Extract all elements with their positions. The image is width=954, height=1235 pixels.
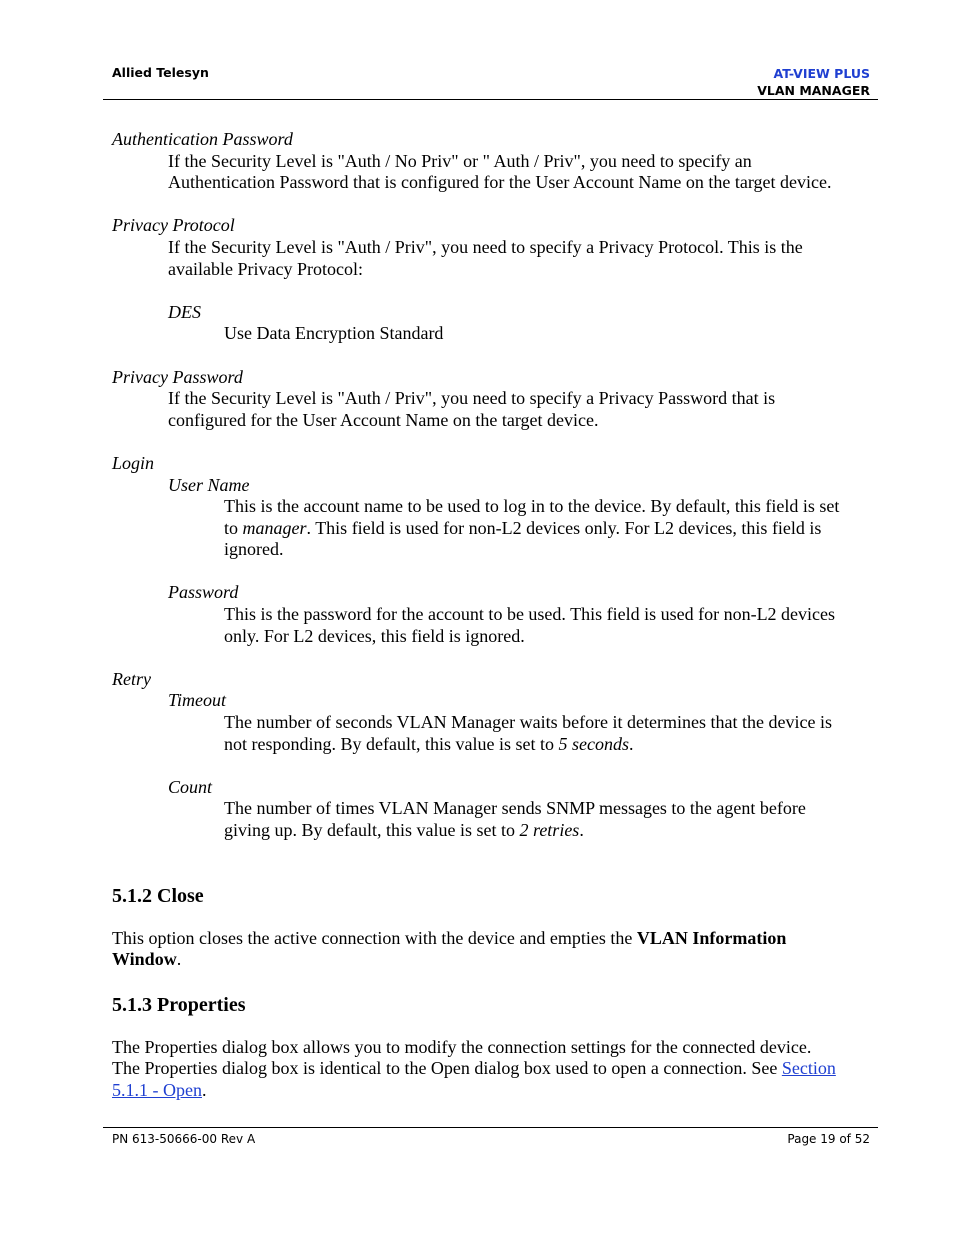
des-entry (112, 302, 872, 345)
properties-desc-line: The Properties dialog box is identical to the Open dialog box used to open a connection. See Section (112, 1058, 836, 1079)
des-desc: Use Data Encryption Standard (224, 323, 444, 344)
close-section-heading: 5.1.2 Close (112, 884, 204, 907)
login-term: Login (112, 452, 155, 473)
count-default-value: 2 retries (519, 820, 580, 840)
user-name-desc-line: This is the account name to be used to log in to the device. By default, this field is set (224, 496, 840, 517)
privacy-protocol-entry (112, 215, 872, 280)
company-name: Allied Telesyn (112, 65, 209, 80)
password-desc-line: only. For L2 devices, this field is ignored. (224, 625, 525, 646)
timeout-desc-line: The number of seconds VLAN Manager waits before it determines that the device is (224, 712, 832, 733)
properties-section-heading: 5.1.3 Properties (112, 993, 246, 1016)
des-term: DES (168, 301, 201, 322)
properties-desc-line: 5.1.1 - Open. (112, 1079, 207, 1100)
auth-password-desc-line: Authentication Password that is configured for the User Account Name on the target device. (168, 172, 832, 193)
privacy-protocol-desc-line: If the Security Level is "Auth / Priv", you need to specify a Privacy Protocol. This is the (168, 236, 803, 257)
privacy-password-entry (112, 367, 872, 432)
document-body (112, 129, 872, 1102)
page-number: Page 19 of 52 (787, 1132, 870, 1146)
retry-term: Retry (112, 668, 151, 689)
retry-entry (112, 669, 872, 842)
user-name-desc-line: to manager. This field is used for non-L2 devices only. For L2 devices, this field is (224, 517, 822, 538)
page-footer (103, 1127, 878, 1146)
count-term: Count (168, 776, 213, 797)
password-term: Password (168, 582, 239, 603)
user-name-term: User Name (168, 474, 250, 495)
user-name-desc-line: ignored. (224, 539, 284, 560)
privacy-password-desc-line: If the Security Level is "Auth / Priv", you need to specify a Privacy Password that is (168, 388, 776, 409)
close-desc-line: Window. (112, 949, 182, 970)
auth-password-desc-line: If the Security Level is "Auth / No Priv" or " Auth / Priv", you need to specify an (168, 150, 752, 171)
auth-password-entry (112, 129, 872, 194)
privacy-protocol-desc-line: available Privacy Protocol: (168, 258, 363, 279)
section-open-link[interactable]: Section (781, 1058, 836, 1079)
password-desc-line: This is the password for the account to be used. This field is used for non-L2 devices (224, 604, 836, 625)
privacy-password-desc-line: configured for the User Account Name on the target device. (168, 409, 599, 430)
close-desc-line: This option closes the active connection with the device and empties the VLAN Information (112, 927, 787, 948)
auth-password-term: Authentication Password (112, 129, 293, 149)
count-desc-line: The number of times VLAN Manager sends SNMP messages to the agent before (224, 798, 806, 819)
properties-section-body (112, 1037, 872, 1102)
header-right (757, 65, 870, 99)
privacy-protocol-term: Privacy Protocol (112, 215, 235, 236)
default-user-value: manager (242, 517, 307, 538)
close-section-body (112, 928, 872, 971)
part-number: PN 613-50666-00 Rev A (112, 1132, 256, 1146)
module-name: VLAN MANAGER (757, 83, 870, 98)
section-open-link-cont[interactable]: 5.1.1 - Open (112, 1079, 202, 1100)
timeout-desc-line: not responding. By default, this value is set to 5 seconds. (224, 733, 634, 754)
page-header (103, 0, 878, 100)
timeout-default-value: 5 seconds (558, 733, 629, 754)
count-desc-line: giving up. By default, this value is set to 2 retries. (224, 820, 584, 840)
privacy-password-term: Privacy Password (112, 366, 243, 387)
properties-desc-line: The Properties dialog box allows you to modify the connection settings for the connected device. (112, 1036, 812, 1057)
timeout-term: Timeout (168, 690, 227, 711)
login-entry (112, 453, 872, 647)
product-name: AT-VIEW PLUS (773, 66, 870, 81)
